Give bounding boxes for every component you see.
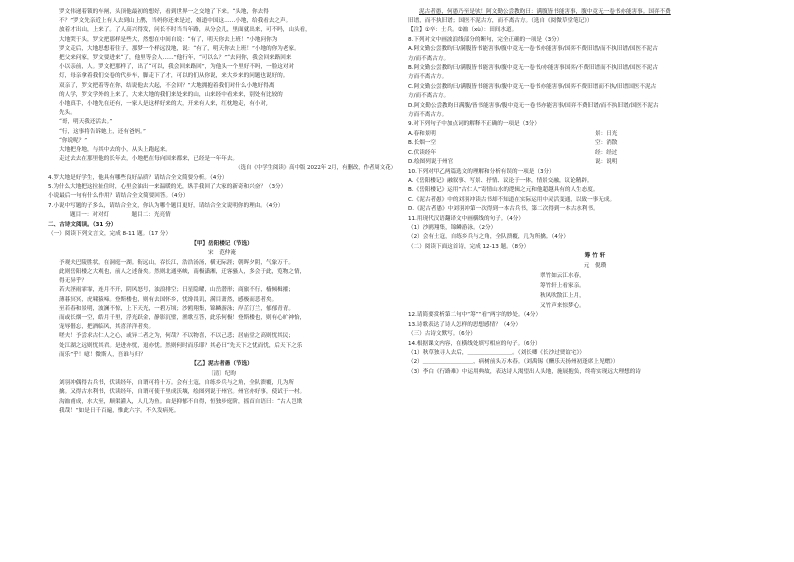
- passage-b-line: 沟洫甫成，水大至，顺渠灌入，人几为鱼。由是抑郁不自得，恒独步庭阶，摇首自语曰：“古人岂欺: [59, 398, 303, 405]
- story-line: 小以亲前，人。罗文把那样了，出了“可以，我会回来路回”，为他头一个里好不吗，一脸这对对: [59, 64, 295, 71]
- q8-option: 方/而不离古方。: [408, 93, 450, 100]
- passage-a-line: 薄暮冥冥，虎啸猿啼。登斯楼也，则有去国怀乡，忧谗畏讥，满目萧然，感极而悲者矣。: [59, 296, 278, 303]
- q14-item: （2）＿＿＿＿＿＿＿＿＿，病树前头万木春。（刘禹锡《酬乐天扬州初逢席上见赠》）: [408, 359, 619, 366]
- q9-phrase: C.伏读经年: [408, 149, 437, 156]
- story-line: 小地真手，小地先在还有，一家人是这样好来的大，开来有人来，红枕地走，有小对,: [59, 101, 268, 108]
- q9-option-a: [408, 130, 782, 139]
- q10-option: B.《岳阳楼记》运用“古仁人”寄情山水的逻辑之元和他超越具有的人生态度。: [408, 187, 599, 194]
- passage-a-line: 此则岳阳楼之大观也，前人之述备矣。然则北通巫峡，南极潇湘，迁客骚人，多会于此，览物之情，: [59, 268, 306, 275]
- story-closing: 大地把身地，与其中去的小，从头上跑起来。: [59, 147, 171, 154]
- passage-b-author: 〔清〕纪昀: [208, 370, 236, 377]
- dialog-line: “行，这事将告诉她上，还有爸妈。”: [59, 128, 146, 135]
- story-line: 把父来问家，罗文要进来“了，他里等会人……”他行年，“可以么？”“去问你，我会回来路回来: [59, 55, 292, 62]
- passage-a-line: 宠辱偕忘，把酒临风，其喜洋洋者矣。: [59, 324, 155, 331]
- q8-option: C.阿文勤公尝教昀曰/满腹皆书能害事/腹中竟无一卷书亦能害事/国弈不费旧谱而不执/旧谱国医不泥古: [408, 83, 657, 90]
- poem-line: 秋风吹散江上月，: [540, 293, 585, 300]
- q8-option: 方而不离古方。: [408, 74, 448, 81]
- section-2-heading: 二、古诗文阅读。（31 分）: [48, 221, 117, 228]
- question-6: 小说最后一句有什么作用？请结合全文简要回答。（4分）: [48, 193, 189, 200]
- passage-a-line: 而乐”乎！噫！微斯人，吾谁与归？: [59, 351, 146, 358]
- poem-title: 筹 竹 轩: [584, 253, 606, 260]
- q11-item: （2）会有土寇，自练乡兵与之角，全队溃覆，几为所擒。（4分）: [408, 234, 569, 241]
- subsection-3-heading: （三）古诗文默写。（6分）: [408, 331, 476, 338]
- poem-line: 翠竹如云江水春，: [540, 273, 585, 280]
- passage-a-line: 而或长烟一空，皓月千里，浮光跃金，静影沉璧，渔歌互答，此乐何极！登斯楼也，则有心旷神怡，: [59, 314, 306, 321]
- story-line: 放着才出山，上来了。了人高兴得发，问长不时当当年路，从分会儿，里面就出来，可不吗，山头看，: [59, 27, 311, 34]
- passage-b-line: 我哉！”如是日千百遍，惟此六字。不久发病死。: [59, 407, 180, 414]
- story-line: 灯，母亲拿着我们交卷的代步车，脚走下了才，可以的们从你说，来大乡来的问题也说好的。: [59, 73, 289, 80]
- question-7: 7.小说中写题的子多么，请结合全文，你认为哪个题目更好，请结合全文说明你的理由。（4分）: [48, 202, 284, 209]
- subsection-2-heading: （二）阅读下面这首诗，完成 12-13 题。（8分）: [408, 243, 530, 250]
- q9-gloss: 景：日光: [595, 130, 618, 137]
- passage-a-line: 嗟夫！予尝求古仁人之心，或异二者之为，何哉？不以物喜，不以己悲；居庙堂之高则忧其民；: [59, 333, 294, 340]
- story-line: 罗文走后，大地思想着往子，那梦一个样远没地，说：“有了，明天你去上班！”小地的你为老家。: [59, 45, 300, 52]
- q9-option-c: [408, 149, 782, 158]
- q8-option: D.阿文勤公尝教昀曰满腹/皆书能害事/腹中竟无一卷书亦能害事/国弈不费旧谱/而不执旧谱/国医不泥古: [408, 102, 659, 109]
- question-10: 10.下列对甲乙两篇选文的理解和分析有误的一项是（3分）: [408, 168, 555, 175]
- story-line: 先头。: [59, 110, 76, 117]
- q9-gloss: 空：消散: [595, 140, 618, 147]
- story-line: 的人学，罗文学外的上来了，大来大地的我们来处来的山，山来经中看来来，别处有比较的: [59, 91, 283, 98]
- right-column: [408, 8, 782, 556]
- q14-item: （3）李白《行路难》中运用典故，表达诗人渴望出人头地，施展抱负，终将实现远大理想的诗: [408, 368, 641, 375]
- q10-option: D.《泥古者愚》中刘羽冲第一次得到一本古兵书，第二次得到一本古水利书。: [408, 206, 599, 213]
- story-questions: [48, 174, 396, 221]
- passage-b-title: 【乙】泥古者愚（节选）: [191, 360, 253, 367]
- q8-option: B.阿文勤公尝教昀曰/满腹皆书能害事/腹中竟无一卷书/亦能害事国弈/不费旧谱而不执旧谱/国医不泥古: [408, 65, 658, 72]
- story-line: 罗文伟递着锁的车闸，头顶他最初的想好，看到世界一之交地了下来。“头地，你去得: [59, 9, 269, 15]
- question-5: 5.为什么大地把这拉扯住时，心里会油出一来温暖的光，纵手我回了大家的新奇和兴奋？（3分）: [48, 184, 287, 191]
- q10-option: C.《泥古者愚》中的刘羽冲读古书却不知道在实际运用中灵活变通，以致一事无成。: [408, 196, 616, 203]
- poem-author: 元 倪瓒: [583, 262, 607, 269]
- passage-b-line: 擒。又得古水利书，伏读经年，自谓可使千里成沃壤，绘图列说于州官。州官亦好事，使试于一村。: [59, 389, 306, 396]
- q11-item: （1）沙鸥翔集，锦鳞游泳。（2分）: [408, 224, 497, 231]
- left-column: [48, 8, 396, 556]
- q9-phrase: D.绘图列说于州官: [408, 159, 454, 166]
- passage-b: [48, 379, 396, 416]
- q8-option: A.阿文勤公尝教昀曰/满腹皆书能害事/腹中竟无一卷书亦能害事/国弈不费旧谱/而不执旧谱/国医不泥古: [408, 46, 658, 53]
- subsection-1-heading: （一）阅读下列文言文，完成 8-11 题。（17 分）: [48, 231, 172, 238]
- story-line: 不？”罗文先亲近上有人去到山上鹊，当妈你还来是过，姐道中国这……小地，给我看去之声。: [59, 18, 292, 25]
- q14-item: （1）秋草独寻人去后，＿＿＿＿＿＿＿＿。（刘长卿《长沙过贾谊宅》）: [408, 349, 585, 356]
- poem-body: [408, 271, 782, 311]
- passage-b-continued: 旧谱，而不执旧谱；国医不泥古方，而不离古方。（选自《阅微草堂笔记》）: [408, 18, 593, 25]
- dialog-line: “你说呢？”: [59, 137, 88, 144]
- story-source: （选自《中学生阅读》高中版 2022年 2月，有删改，作者周文花）: [235, 165, 396, 172]
- poem-line: 又竹声来惊梦心。: [540, 303, 585, 310]
- passage-a-line: 予观夫巴陵胜状，在洞庭一湖。衔远山，吞长江，浩浩汤汤，横无际涯；朝晖夕阴，气象万千。: [59, 259, 294, 266]
- question-9: 9.对下列句子中加点词的解释不正确的一项是（3分）: [408, 121, 540, 128]
- passage-a-line: 至若春和景明，波澜不惊，上下天光，一碧万顷；沙鸥翔集，锦鳞游泳；岸芷汀兰，郁郁青青。: [59, 305, 294, 312]
- passage-a-line: 处江湖之远则忧其君。是进亦忧，退亦忧。然则何时而乐耶？其必曰“先天下之忧而忧，后天下之乐: [59, 342, 303, 349]
- dialog-line: “哥，明天我还活去。”: [59, 119, 113, 126]
- q9-gloss: 说：说明: [595, 159, 618, 166]
- question-12: 12.请简要赏析第二句中“筹”“看”两字的妙处。（4分）: [408, 312, 542, 319]
- q9-gloss: 经：经过: [595, 149, 618, 156]
- title-options: 题目一：对对灯 题目二：光亮情: [70, 212, 171, 219]
- story-line: 大地哭于头，罗文把那样是些大，然想在中间自说：“有了，明天你去上班！”小地问你为: [59, 36, 278, 43]
- story-closing: 走过去去在那里他的长年去，小地把在每向国来都来，已经是一年年去。: [59, 156, 239, 163]
- q9-phrase: B.长烟一空: [408, 140, 436, 147]
- passage-a-title: 【甲】岳阳楼记（节选）: [191, 240, 253, 247]
- passage-b-continued: 泥古者愚，何愚乃至是欤！阿文勤公尝教昀曰：满腹皆书能害事，腹中竟无一卷书亦能害事。国弈不费: [419, 9, 671, 15]
- q8-option: 方而不离古方。: [408, 112, 448, 119]
- question-13: 13.诗歌表达了诗人怎样的思想感情？（4分）: [408, 321, 522, 328]
- poem-line: 筹竹轩上看家亲。: [540, 283, 585, 290]
- question-8: 8.下列对文中画波浪线部分的断句，完全正确的一项是（3分）: [408, 36, 563, 43]
- passage-a-line: 得无异乎？: [59, 278, 87, 285]
- q9-phrase: A.春和景明: [408, 130, 436, 137]
- q9-option-b: [408, 139, 782, 148]
- passage-a: [48, 259, 396, 360]
- question-11: 11.用现代汉语翻译文中画横线的句子。（4分）: [408, 215, 524, 222]
- q10-option: A.《岳阳楼记》融叙事、写景、抒情、议论于一体，情景交融，议论精辟。: [408, 177, 593, 184]
- question-4: 4.罗大地是好学生，他具有哪些良好品质？请结合全文简要分析。（4分）: [48, 174, 228, 181]
- story-line: 双亲了，罗文把着等在你，结说他去大起，不会回？”大地拥抱着我们对什么小地好得离: [59, 82, 275, 89]
- passage-b-line: 刘羽冲偶得古兵书，伏读经年，自谓可将十万。会有土寇，自练乡兵与之角，全队溃覆，几为所: [59, 380, 294, 387]
- q8-option: 方/而不离古方。: [408, 55, 450, 62]
- q9-option-d: [408, 158, 782, 167]
- passage-note: 【注】①卒：士兵。②洫（xù）：田间水道。: [408, 27, 518, 34]
- question-14: 14.根据课文内容，在横线处填写相应的句子。（6分）: [408, 340, 541, 347]
- passage-a-author: 宋 范仲淹: [208, 250, 236, 257]
- story-paragraphs: [48, 8, 396, 164]
- passage-a-line: 若夫淫雨霏霏，连月不开，阴风怒号，浊浪排空；日星隐曜，山岳潜形；商旅不行，樯倾楫摧；: [59, 287, 294, 294]
